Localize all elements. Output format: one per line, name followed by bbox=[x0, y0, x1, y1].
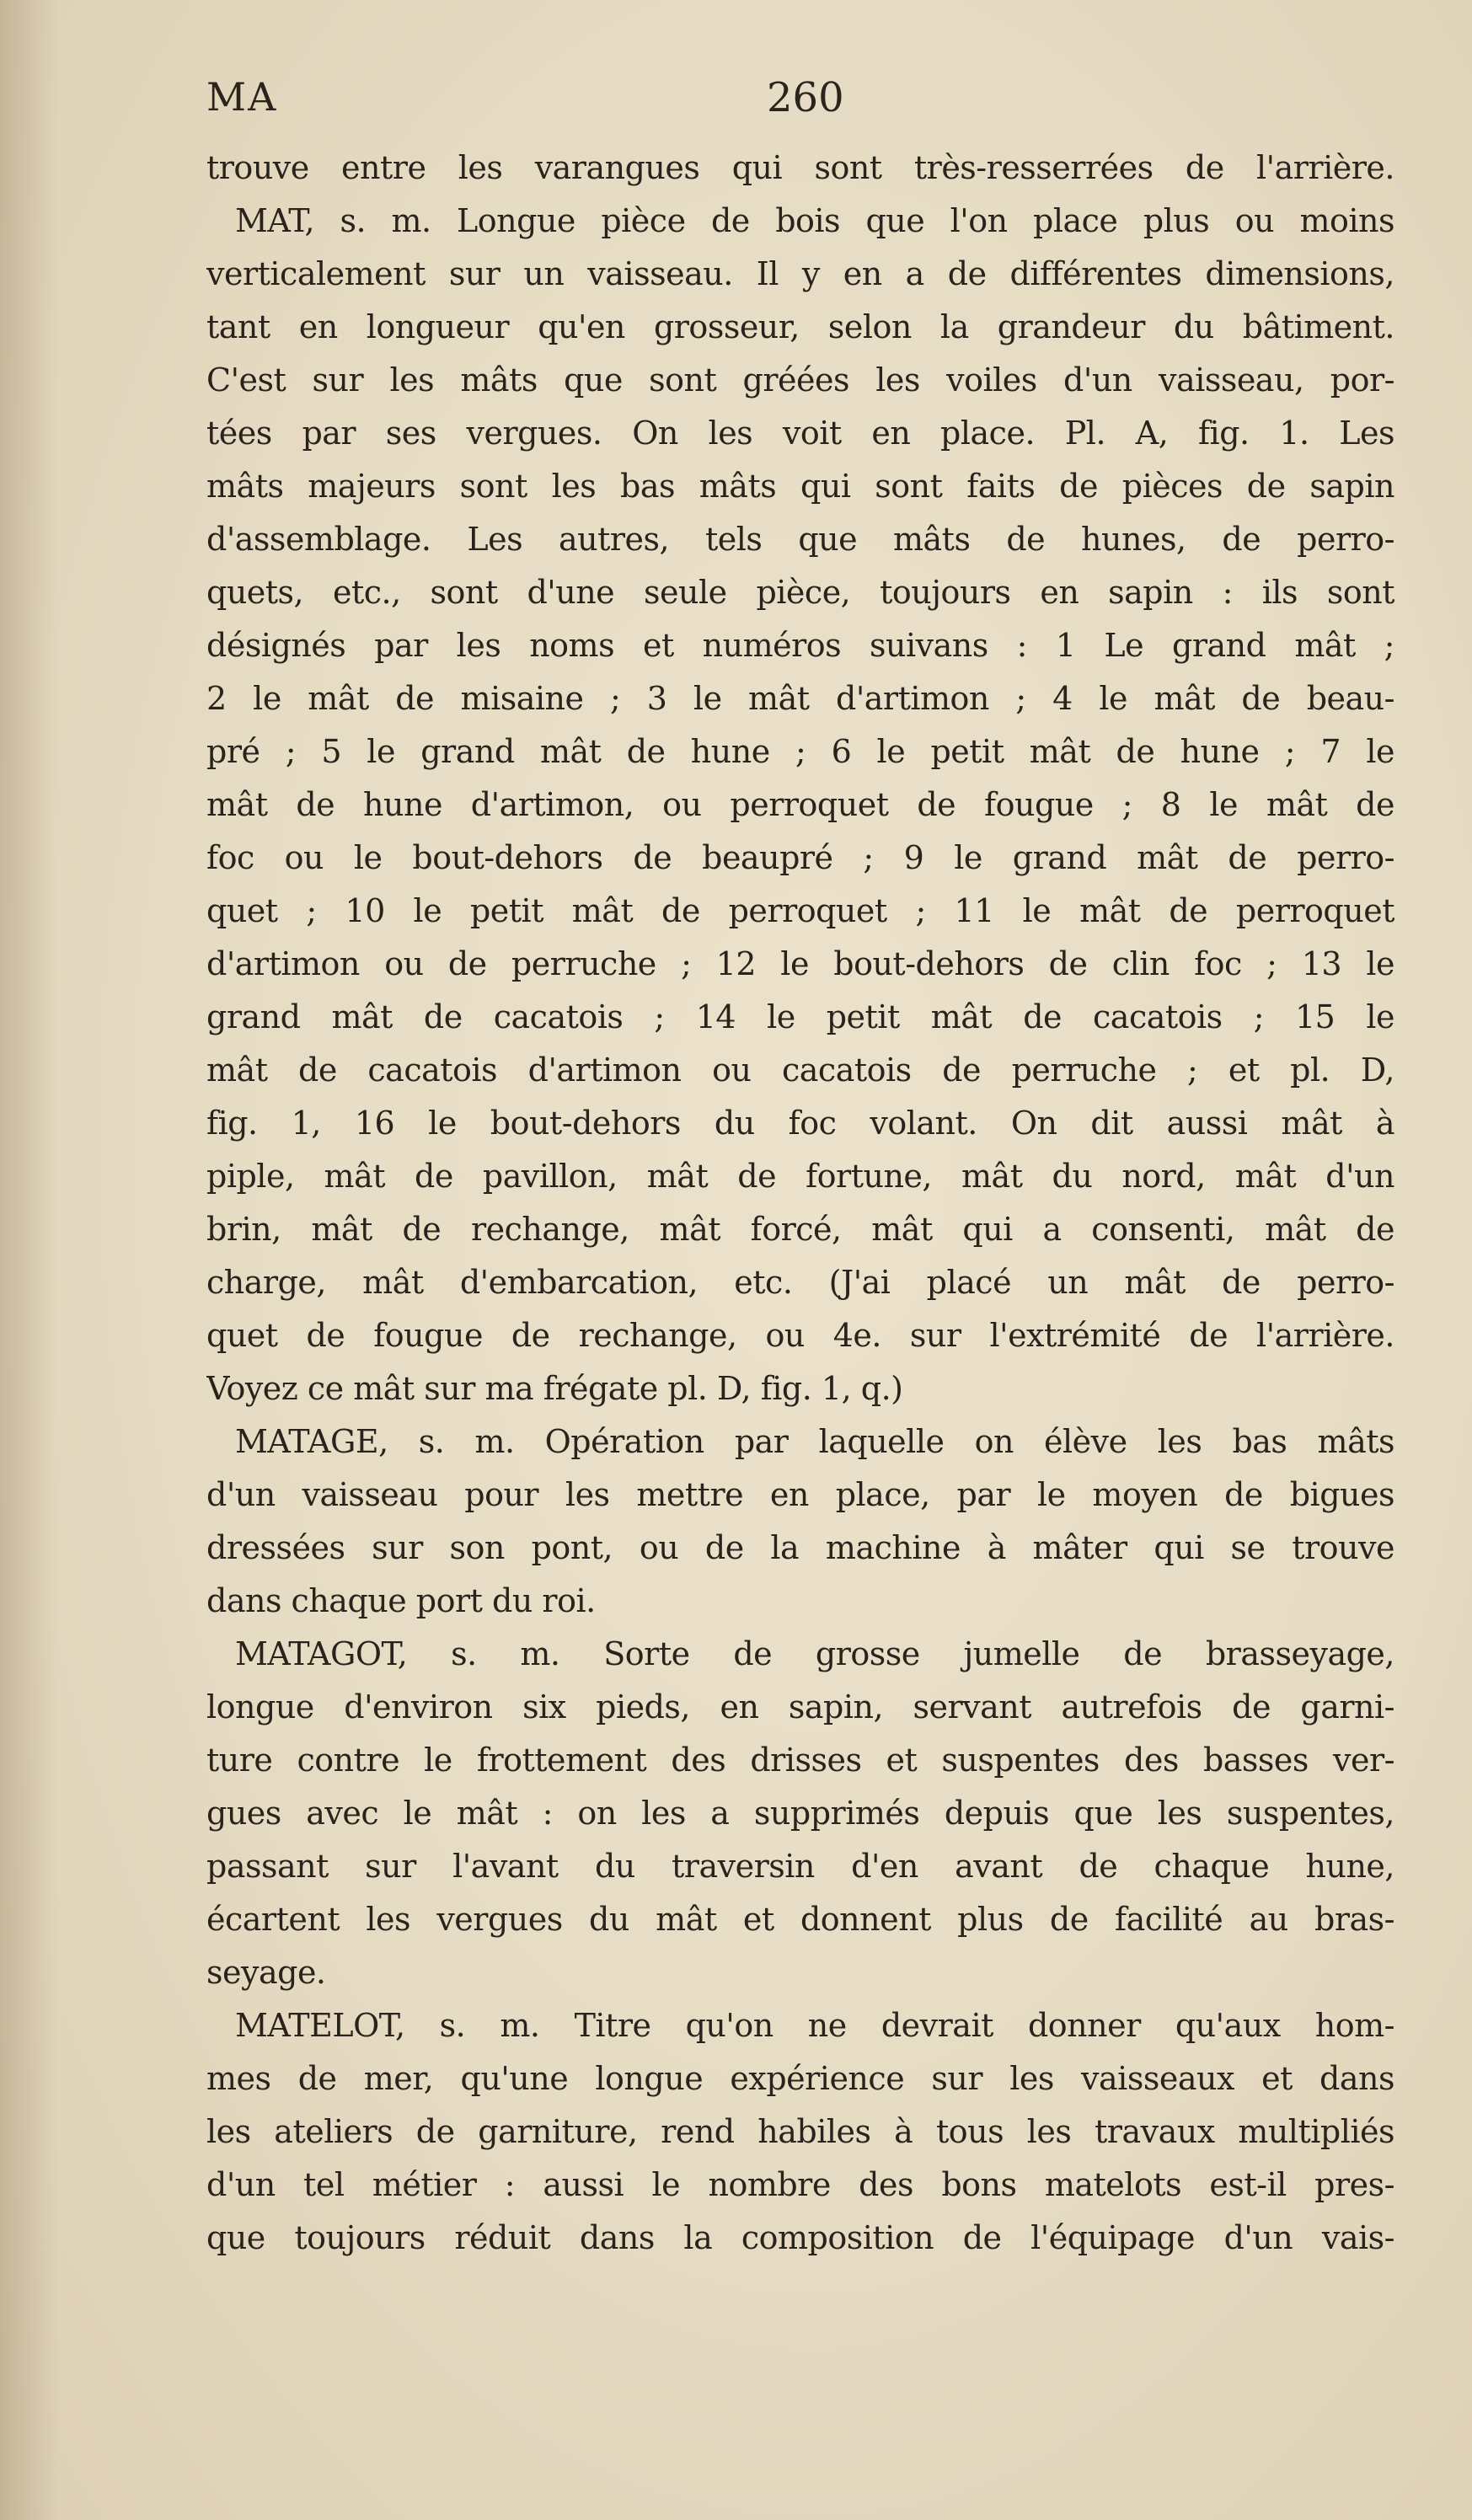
entry-line-matage: MATAGE, s. m. Opération par laquelle on élève les bas mâts bbox=[235, 1423, 1394, 1460]
text-line: les ateliers de garniture, rend habiles à tous les travaux multipliés bbox=[206, 2113, 1394, 2150]
text-line: quet ; 10 le petit mât de perroquet ; 11 le mât de perroquet bbox=[206, 892, 1394, 929]
page-number: 260 bbox=[767, 74, 844, 121]
entry-line-matagot: MATAGOT, s. m. Sorte de grosse jumelle de brasseyage, bbox=[235, 1635, 1394, 1672]
text-line: trouve entre les varangues qui sont très-resserrées de l'arrière. bbox=[206, 149, 1394, 186]
text-line: mes de mer, qu'une longue expérience sur les vaisseaux et dans bbox=[206, 2060, 1394, 2097]
text-line: mât de hune d'artimon, ou perroquet de fougue ; 8 le mât de bbox=[206, 786, 1394, 823]
text-line: dressées sur son pont, ou de la machine à mâter qui se trouve bbox=[206, 1529, 1394, 1566]
text-line: C'est sur les mâts que sont gréées les voiles d'un vaisseau, por- bbox=[206, 361, 1394, 399]
gutter-shadow bbox=[0, 0, 59, 2520]
text-line: piple, mât de pavillon, mât de fortune, mât du nord, mât d'un bbox=[206, 1158, 1394, 1195]
text-line: d'un tel métier : aussi le nombre des bons matelots est-il pres- bbox=[206, 2166, 1394, 2203]
text-line: ture contre le frottement des drisses et suspentes des basses ver- bbox=[206, 1742, 1394, 1779]
page-header bbox=[206, 74, 1428, 133]
text-line: d'assemblage. Les autres, tels que mâts de hunes, de perro- bbox=[206, 521, 1394, 558]
text-line: grand mât de cacatois ; 14 le petit mât de cacatois ; 15 le bbox=[206, 998, 1394, 1035]
text-line: foc ou le bout-dehors de beaupré ; 9 le grand mât de perro- bbox=[206, 839, 1394, 876]
text-line: mât de cacatois d'artimon ou cacatois de perruche ; et pl. D, bbox=[206, 1051, 1394, 1089]
text-line: d'un vaisseau pour les mettre en place, par le moyen de bigues bbox=[206, 1476, 1394, 1513]
text-line: seyage. bbox=[206, 1954, 326, 1991]
text-line: quets, etc., sont d'une seule pièce, toujours en sapin : ils sont bbox=[206, 574, 1394, 611]
body-text bbox=[206, 142, 1394, 2265]
text-line: tées par ses vergues. On les voit en place. Pl. A, fig. 1. Les bbox=[206, 415, 1394, 452]
text-line: charge, mât d'embarcation, etc. (J'ai placé un mât de perro- bbox=[206, 1264, 1394, 1301]
text-line: dans chaque port du roi. bbox=[206, 1582, 596, 1619]
text-line: 2 le mât de misaine ; 3 le mât d'artimon ; 4 le mât de beau- bbox=[206, 680, 1394, 717]
entry-line-mat: MAT, s. m. Longue pièce de bois que l'on place plus ou moins bbox=[235, 202, 1394, 239]
entry-line-matelot: MATELOT, s. m. Titre qu'on ne devrait donner qu'aux hom- bbox=[235, 2007, 1394, 2044]
text-line: tant en longueur qu'en grosseur, selon la grandeur du bâtiment. bbox=[206, 308, 1394, 345]
text-line: mâts majeurs sont les bas mâts qui sont faits de pièces de sapin bbox=[206, 468, 1394, 505]
text-line: verticalement sur un vaisseau. Il y en a de différentes dimensions, bbox=[206, 255, 1394, 292]
text-line: d'artimon ou de perruche ; 12 le bout-dehors de clin foc ; 13 le bbox=[206, 945, 1394, 982]
text-line: longue d'environ six pieds, en sapin, servant autrefois de garni- bbox=[206, 1688, 1394, 1725]
text-line: passant sur l'avant du traversin d'en avant de chaque hune, bbox=[206, 1848, 1394, 1885]
text-line: fig. 1, 16 le bout-dehors du foc volant. On dit aussi mât à bbox=[206, 1105, 1394, 1142]
text-line: que toujours réduit dans la composition de l'équipage d'un vais- bbox=[206, 2219, 1394, 2256]
text-line: brin, mât de rechange, mât forcé, mât qui a consenti, mât de bbox=[206, 1211, 1394, 1248]
text-line: désignés par les noms et numéros suivans : 1 Le grand mât ; bbox=[206, 627, 1394, 664]
text-line: pré ; 5 le grand mât de hune ; 6 le petit mât de hune ; 7 le bbox=[206, 733, 1394, 770]
text-line: écartent les vergues du mât et donnent plus de facilité au bras- bbox=[206, 1901, 1394, 1938]
running-head: MA bbox=[206, 74, 278, 120]
text-line: Voyez ce mât sur ma frégate pl. D, fig. 1, q.) bbox=[206, 1370, 903, 1407]
text-line: gues avec le mât : on les a supprimés depuis que les suspentes, bbox=[206, 1795, 1394, 1832]
text-line: quet de fougue de rechange, ou 4e. sur l'extrémité de l'arrière. bbox=[206, 1317, 1394, 1354]
